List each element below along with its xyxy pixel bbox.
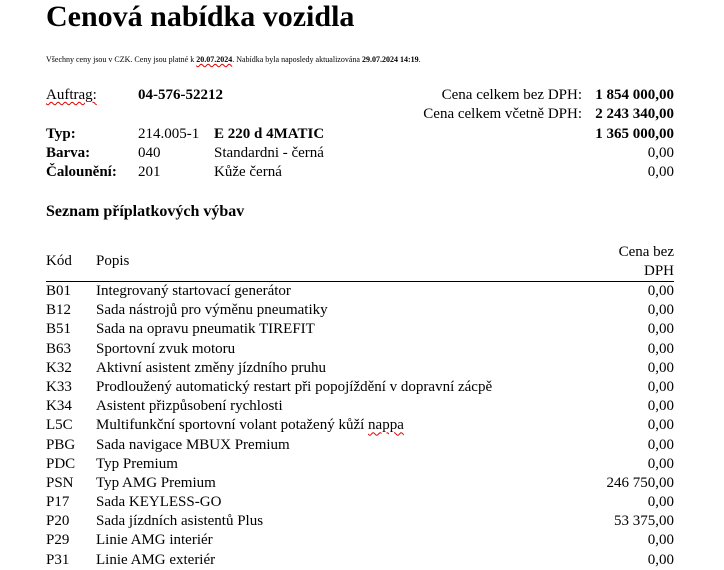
typ-price: 1 365 000,00 <box>595 126 674 142</box>
table-row <box>46 301 674 320</box>
price-note <box>46 55 421 65</box>
option-price: 0,00 <box>647 551 674 568</box>
option-price: 0,00 <box>647 378 674 395</box>
option-description: Linie AMG exteriér <box>96 551 216 568</box>
calouneni-code: 201 <box>138 164 161 180</box>
typ-label: Typ: <box>46 126 76 142</box>
option-description: Typ Premium <box>96 455 178 472</box>
option-price: 0,00 <box>647 398 674 415</box>
total-net-value: 1 854 000,00 <box>595 87 674 103</box>
table-row <box>46 531 674 550</box>
column-price-header <box>594 243 674 281</box>
option-code: K34 <box>46 398 72 415</box>
column-description-header: Popis <box>96 253 130 269</box>
option-description: Integrovaný startovací generátor <box>96 283 291 299</box>
table-row <box>46 551 674 570</box>
option-code: L5C <box>46 417 73 434</box>
calouneni-price: 0,00 <box>647 164 674 180</box>
table-row <box>46 512 674 531</box>
note-valid-date: 20.07.2024 <box>196 55 233 64</box>
option-price: 0,00 <box>647 302 674 319</box>
page-title: Cenová nabídka vozidla <box>46 0 355 33</box>
option-description: Sportovní zvuk motoru <box>96 340 236 357</box>
table-row <box>46 282 674 301</box>
option-description: Typ AMG Premium <box>96 474 216 491</box>
option-code: P29 <box>46 532 70 549</box>
option-code: P20 <box>46 513 70 530</box>
option-price: 0,00 <box>647 455 674 472</box>
option-description: Multifunkční sportovní volant potažený kůží nappa <box>96 417 404 434</box>
option-code: K32 <box>46 359 72 376</box>
option-description: Prodloužený automatický restart při popojíždění v dopravní zácpě <box>96 378 493 395</box>
note-suffix: . <box>418 55 421 64</box>
total-gross-label: Cena celkem včetně DPH: <box>423 106 582 122</box>
options-table-body <box>46 282 674 570</box>
note-prefix: Všechny ceny jsou v CZK. Ceny jsou platné k <box>46 55 197 64</box>
note-updated: 29.07.2024 14:19 <box>361 55 419 64</box>
option-description: Sada navigace MBUX Premium <box>96 436 290 453</box>
barva-row <box>46 144 674 163</box>
option-description: Asistent přizpůsobení rychlosti <box>96 398 283 415</box>
table-row <box>46 436 674 455</box>
option-code: B51 <box>46 321 72 338</box>
option-description: Sada na opravu pneumatik TIREFIT <box>96 321 315 338</box>
option-price: 0,00 <box>647 532 674 549</box>
typ-code: 214.005-1 <box>138 126 200 142</box>
typ-row <box>46 125 674 144</box>
section-title: Seznam příplatkových výbav <box>46 203 245 220</box>
option-code: B01 <box>46 283 72 299</box>
table-row <box>46 340 674 359</box>
option-code: PSN <box>46 474 74 491</box>
table-row <box>46 455 674 474</box>
table-row <box>46 359 674 378</box>
table-row <box>46 474 674 493</box>
table-row <box>46 378 674 397</box>
option-code: B12 <box>46 302 72 319</box>
option-code: P17 <box>46 494 70 511</box>
option-description: Sada KEYLESS-GO <box>96 494 222 511</box>
table-row <box>46 320 674 339</box>
barva-price: 0,00 <box>647 145 674 161</box>
column-price-header-line2: DPH <box>643 263 674 279</box>
table-row <box>46 416 674 435</box>
auftrag-label: Auftrag: <box>46 87 97 103</box>
auftrag-row <box>46 86 674 105</box>
column-price-header-line1: Cena bez <box>618 244 674 260</box>
option-price: 0,00 <box>647 321 674 338</box>
option-code: P31 <box>46 551 70 568</box>
barva-label: Barva: <box>46 145 91 161</box>
total-gross-value: 2 243 340,00 <box>595 106 674 122</box>
option-price: 53 375,00 <box>614 513 674 530</box>
total-gross-row <box>46 105 674 124</box>
options-table-header <box>46 243 674 282</box>
option-price: 0,00 <box>647 494 674 511</box>
auftrag-value: 04-576-52212 <box>138 87 223 103</box>
option-price: 0,00 <box>647 417 674 434</box>
option-price: 0,00 <box>647 359 674 376</box>
option-description: Sada jízdních asistentů Plus <box>96 513 264 530</box>
note-middle: . Nabídka byla naposledy aktualizována <box>232 55 362 64</box>
calouneni-label: Čalounění: <box>46 164 117 180</box>
typ-name: E 220 d 4MATIC <box>214 126 325 142</box>
option-code: K33 <box>46 378 72 395</box>
barva-code: 040 <box>138 145 161 161</box>
table-row <box>46 397 674 416</box>
table-row <box>46 493 674 512</box>
barva-name: Standardni - černá <box>214 145 324 161</box>
calouneni-name: Kůže černá <box>214 164 282 180</box>
option-code: PBG <box>46 436 76 453</box>
option-price: 0,00 <box>647 340 674 357</box>
option-description: Sada nástrojů pro výměnu pneumatiky <box>96 302 328 319</box>
option-description: Linie AMG interiér <box>96 532 213 549</box>
calouneni-row <box>46 163 674 182</box>
option-description: Aktivní asistent změny jízdního pruhu <box>96 359 326 376</box>
total-net-label: Cena celkem bez DPH: <box>441 87 582 103</box>
option-price: 0,00 <box>647 283 674 299</box>
option-code: PDC <box>46 455 76 472</box>
option-price: 246 750,00 <box>606 474 674 491</box>
option-code: B63 <box>46 340 72 357</box>
column-code-header: Kód <box>46 253 72 269</box>
option-price: 0,00 <box>647 436 674 453</box>
